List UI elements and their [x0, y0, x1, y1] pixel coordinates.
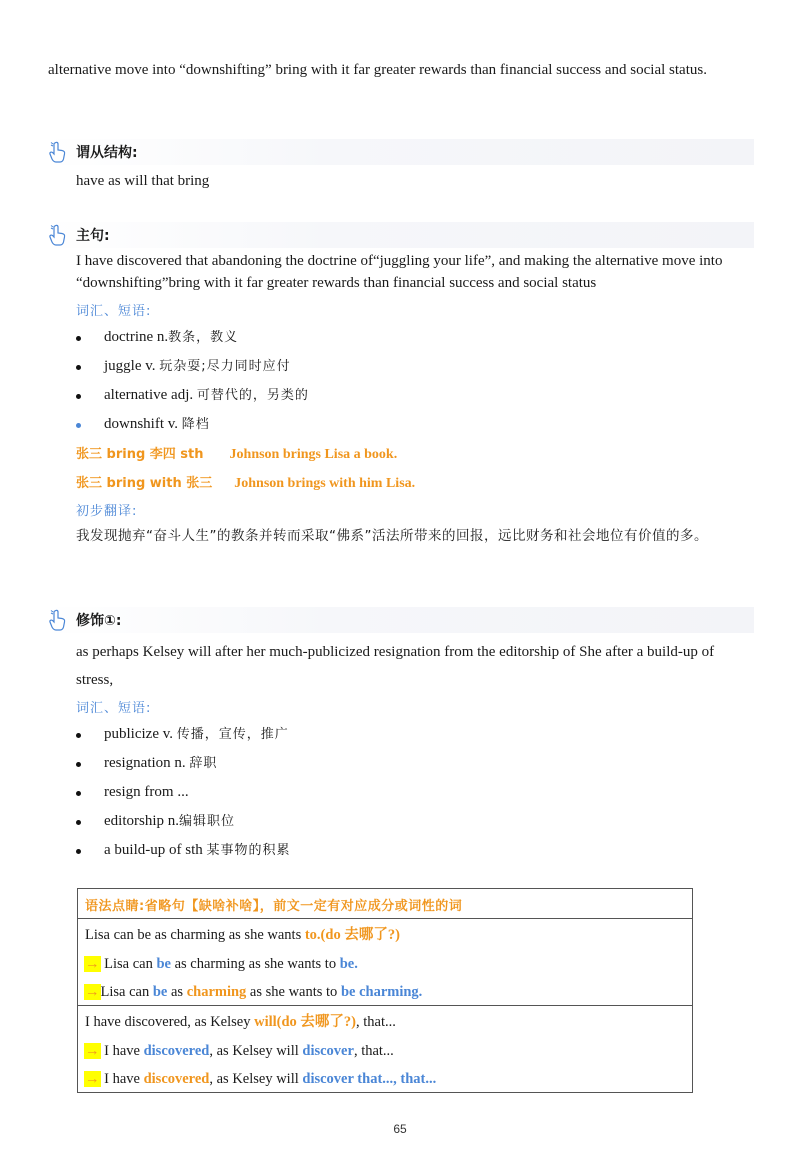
list-item: doctrine n.教条，教义 [76, 323, 736, 352]
grammar-box [77, 888, 693, 1093]
vocab-label: 词汇、短语: [76, 701, 152, 716]
verb-clause-text: have as will that bring [76, 173, 210, 189]
list-item: a build-up of sth 某事物的积累 [76, 836, 736, 865]
list-item: resignation n. 辞职 [76, 749, 736, 778]
intro-paragraph: alternative move into “downshifting” bring with it far greater rewards than financial success and social status. [48, 62, 707, 78]
section-title: 修饰①: [76, 613, 122, 629]
example-line: I have discovered, as Kelsey will(do 去哪了?), that... [85, 1014, 396, 1030]
list-item: resign from ... [76, 778, 736, 807]
arrow-icon: → [85, 1071, 100, 1087]
grammar-title: 语法点睛:省略句【缺啥补啥】，前文一定有对应成分或词性的词 [85, 899, 463, 914]
example-line: → I have discovered, as Kelsey will discover, that... [85, 1043, 394, 1059]
example-line: → Lisa can be as charming as she wants to be. [85, 956, 358, 972]
grammar-example-1 [78, 919, 692, 1006]
pattern-example-1: 张三 bring 李四 sth Johnson brings Lisa a book. [76, 447, 398, 462]
main-clause-text: I have discovered that abandoning the doctrine of“juggling your life”, and making the alternative move into “downshifting”bring with it far greater rewards than financial success and social status [76, 253, 723, 291]
section-header-main-clause [44, 222, 754, 248]
list-item: alternative adj. 可替代的，另类的 [76, 381, 736, 410]
pointing-hand-icon [48, 224, 68, 246]
arrow-icon: → [85, 984, 100, 1000]
section-header-modifier [44, 607, 754, 633]
grammar-box-title-row [78, 889, 692, 919]
page-number: 65 [393, 1122, 407, 1136]
arrow-icon: → [85, 1043, 100, 1059]
example-line: →Lisa can be as charming as she wants to be charming. [85, 984, 423, 1000]
grammar-example-2 [78, 1006, 692, 1092]
translation-text: 我发现抛弃“奋斗人生”的教条并转而采取“佛系”活法所带来的回报，远比财务和社会地位有价值的多。 [76, 528, 708, 544]
pointing-hand-icon [48, 609, 68, 631]
vocab-list-modifier [76, 720, 736, 865]
list-item: editorship n.编辑职位 [76, 807, 736, 836]
modifier-text: as perhaps Kelsey will after her much-publicized resignation from the editorship of She after a build-up of stress, [76, 644, 715, 688]
section-header-verb-clause [44, 139, 754, 165]
list-item: juggle v. 玩杂耍;尽力同时应付 [76, 352, 736, 381]
vocab-list-main [76, 323, 736, 439]
example-line: Lisa can be as charming as she wants to.(do 去哪了?) [85, 927, 400, 943]
list-item: downshift v. 降档 [76, 410, 736, 439]
translation-label: 初步翻译: [76, 504, 138, 519]
section-title: 谓从结构: [76, 145, 138, 161]
section-title: 主句: [76, 228, 110, 244]
pattern-example-2: 张三 bring with 张三 Johnson brings with him Lisa. [76, 476, 416, 491]
list-item: publicize v. 传播，宣传，推广 [76, 720, 736, 749]
example-line: → I have discovered, as Kelsey will discover that..., that... [85, 1071, 437, 1087]
arrow-icon: → [85, 956, 100, 972]
vocab-label: 词汇、短语: [76, 304, 152, 319]
pointing-hand-icon [48, 141, 68, 163]
